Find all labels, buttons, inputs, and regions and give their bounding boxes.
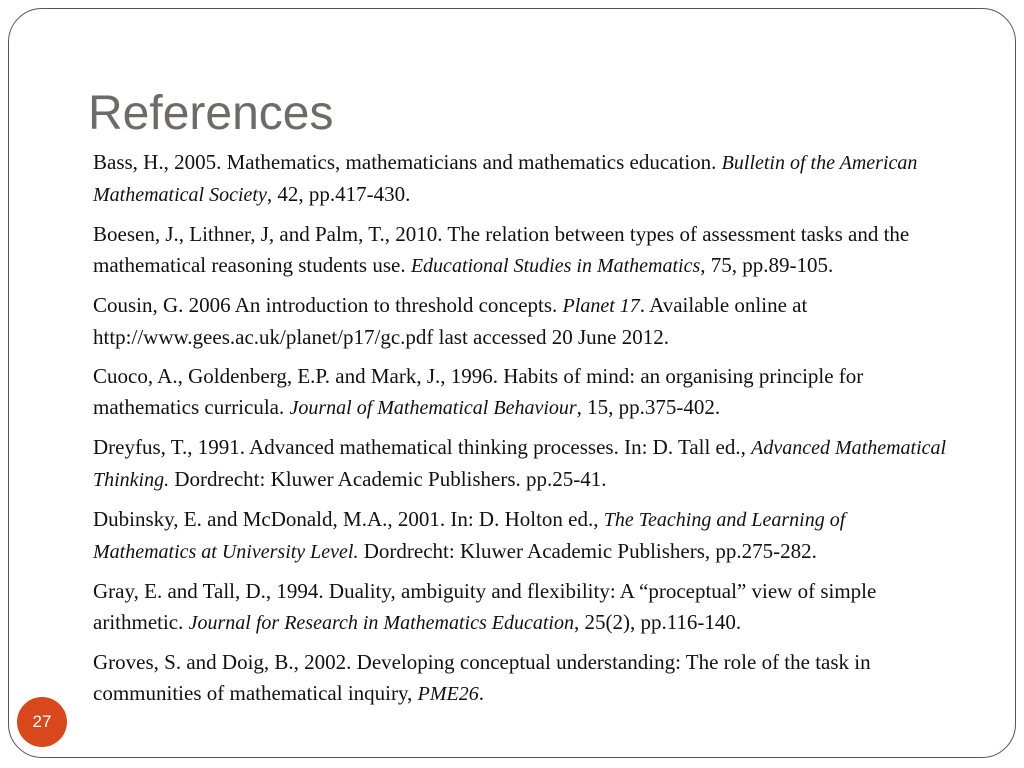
- reference-details: , 15, pp.375-402.: [576, 395, 721, 419]
- reference-source: Bulletin of the American Mathematical Society: [93, 152, 918, 206]
- reference-source: PME26: [417, 683, 479, 705]
- reference-item: [93, 219, 953, 282]
- reference-source: Journal of Mathematical Behaviour: [289, 397, 577, 419]
- reference-item: [93, 504, 953, 568]
- reference-source: Advanced Mathematical Thinking.: [93, 437, 947, 491]
- reference-source: Planet 17: [562, 295, 640, 317]
- reference-item: [93, 290, 953, 353]
- reference-text: Dreyfus, T., 1991. Advanced mathematical thinking processes. In: D. Tall ed.,: [93, 435, 752, 459]
- reference-details: . Available online at http://www.gees.ac.uk/planet/p17/gc.pdf last accessed 20 June 2012.: [93, 293, 808, 349]
- reference-text: Groves, S. and Doig, B., 2002. Developing conceptual understanding: The role of the task in communities of mathematical inquiry,: [93, 650, 871, 705]
- page-number-badge: [17, 697, 67, 747]
- reference-details: , 42, pp.417-430.: [266, 182, 411, 206]
- reference-source: The Teaching and Learning of Mathematics at University Level.: [93, 509, 846, 563]
- reference-source: Journal for Research in Mathematics Education: [188, 612, 574, 634]
- reference-text: Cousin, G. 2006 An introduction to threshold concepts.: [93, 293, 563, 317]
- reference-item: [93, 647, 953, 710]
- reference-text: Bass, H., 2005. Mathematics, mathematicians and mathematics education.: [93, 150, 722, 174]
- reference-text: Cuoco, A., Goldenberg, E.P. and Mark, J., 1996. Habits of mind: an organising principle for mathematics curricula.: [93, 364, 864, 419]
- reference-text: Dubinsky, E. and McDonald, M.A., 2001. In: D. Holton ed.,: [93, 507, 604, 531]
- reference-list: [93, 147, 953, 718]
- reference-item: [93, 432, 953, 496]
- reference-item: [93, 576, 953, 639]
- reference-details: , 25(2), pp.116-140.: [573, 610, 742, 634]
- reference-text: Gray, E. and Tall, D., 1994. Duality, ambiguity and flexibility: A “proceptual” view of simple arithmetic.: [93, 579, 877, 634]
- reference-details: , 75, pp.89-105.: [700, 253, 834, 277]
- reference-details: Dordrecht: Kluwer Academic Publishers. pp.25-41.: [169, 467, 607, 491]
- reference-item: [93, 147, 953, 211]
- reference-details: .: [478, 681, 484, 705]
- page-number: 27: [32, 712, 52, 731]
- reference-text: Boesen, J., Lithner, J, and Palm, T., 2010. The relation between types of assessment tasks and the mathematical reasoning students use.: [93, 222, 910, 277]
- slide-title: References: [88, 87, 334, 140]
- reference-details: Dordrecht: Kluwer Academic Publishers, pp.275-282.: [358, 539, 817, 563]
- reference-source: Educational Studies in Mathematics: [410, 255, 701, 277]
- reference-item: [93, 361, 953, 424]
